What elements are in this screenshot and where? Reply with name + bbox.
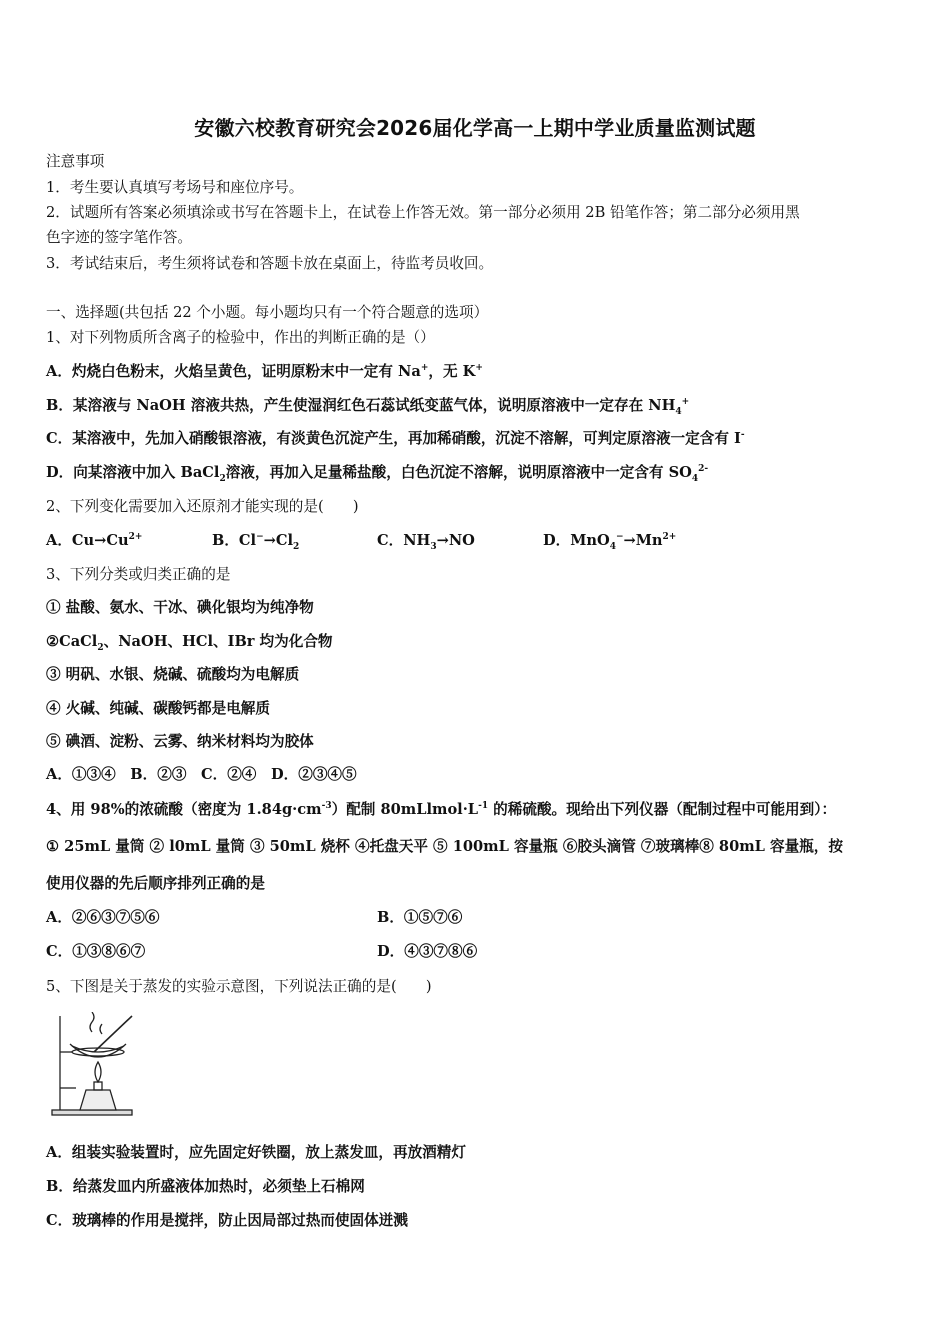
q5-option-c: C．玻璃棒的作用是搅拌，防止因局部过热而使固体迸溅 [46,1212,408,1229]
q1-option-b: B．某溶液与 NaOH 溶液共热，产生使湿润红色石蕊试纸变蓝气体，说明原溶液中一定存在 $NH_4^+$ [46,397,690,417]
q1-option-d: D．向某溶液中加入 BaCl$_2$溶液，再加入足量稀盐酸，白色沉淀不溶解，说明原溶液中一定含有 $SO_4^{2-}$ [46,464,709,484]
q2-stem: 2、下列变化需要加入还原剂才能实现的是( ) [46,498,359,515]
q3-options: A．①③④ B．②③ C．②④ D．②③④⑤ [46,766,357,783]
q4-instruments: ① 25mL 量筒 ② l0mL 量筒 ③ 50mL 烧杯 ④托盘天平 ⑤ 100mL 容量瓶 ⑥胶头滴管 ⑦玻璃棒⑧ 80mL 容量瓶，按 [46,838,843,855]
evaporation-apparatus-figure [46,1012,138,1120]
q2-option-d: D．$MnO_4^-\to Mn^{2+}$ [543,532,677,552]
q4-option-a: A．②⑥③⑦⑤⑥ [46,909,160,926]
page-title: 安徽六校教育研究会2026届化学高一上期中学业质量监测试题 [194,116,756,140]
q4-stem-cont: 使用仪器的先后顺序排列正确的是 [46,875,265,892]
q4-option-d: D．④③⑦⑧⑥ [377,943,478,960]
q4-options-row-2 [46,942,906,962]
notice-item-2: 2．试题所有答案必须填涂或书写在答题卡上，在试卷上作答无效。第一部分必须用 2B 铅笔作答；第二部分必须用黑 [46,204,800,221]
q2-option-b: B．$Cl^-\to Cl_2$ [212,532,300,552]
q4-option-c: C．①③⑧⑥⑦ [46,943,146,960]
q3-item-2: ②CaCl$_2$、NaOH、HCl、IBr 均为化合物 [46,633,333,653]
notice-item-1: 1．考生要认真填写考场号和座位序号。 [46,179,304,196]
q4-option-b: B．①⑤⑦⑥ [377,909,463,926]
notice-heading: 注意事项 [46,153,105,170]
q4-options-row-1 [46,908,906,928]
q5-option-a: A．组装实验装置时，应先固定好铁圈，放上蒸发皿，再放酒精灯 [46,1144,466,1161]
q1-stem: 1、对下列物质所含离子的检验中，作出的判断正确的是（） [46,329,435,346]
q4-stem: 4、用 98%的浓硫酸（密度为 $1.84g\cdot cm^{-3}$）配制 $80mLlmol\cdot L^{-1}$ 的稀硫酸。现给出下列仪器（配制过程中可能用到）： [46,801,837,818]
q3-item-5: ⑤ 碘酒、淀粉、云雾、纳米材料均为胶体 [46,733,314,750]
q3-item-3: ③ 明矾、水银、烧碱、硫酸均为电解质 [46,666,300,683]
q2-option-c: C．$NH_3\to NO$ [377,532,475,552]
notice-item-2-cont: 色字迹的签字笔作答。 [46,229,192,246]
notice-item-3: 3．考试结束后，考生须将试卷和答题卡放在桌面上，待监考员收回。 [46,255,494,272]
q2-option-a: A．$Cu\to Cu^{2+}$ [46,532,143,549]
q3-item-4: ④ 火碱、纯碱、碳酸钙都是电解质 [46,700,270,717]
q1-option-c: C．某溶液中，先加入硝酸银溶液，有淡黄色沉淀产生，再加稀硝酸，沉淀不溶解，可判定原溶液一定含有 I- [46,430,745,447]
q3-stem: 3、下列分类或归类正确的是 [46,566,231,583]
q3-item-1: ① 盐酸、氨水、干冰、碘化银均为纯净物 [46,599,314,616]
q5-option-b: B．给蒸发皿内所盛液体加热时，必须垫上石棉网 [46,1178,365,1195]
q1-option-a: A．灼烧白色粉末，火焰呈黄色，证明原粉末中一定有 Na+，无 K+ [46,363,483,380]
q2-options [46,531,906,551]
section-heading: 一、选择题(共包括 22 个小题。每小题均只有一个符合题意的选项） [46,304,489,321]
q5-stem: 5、下图是关于蒸发的实验示意图，下列说法正确的是( ) [46,978,432,995]
